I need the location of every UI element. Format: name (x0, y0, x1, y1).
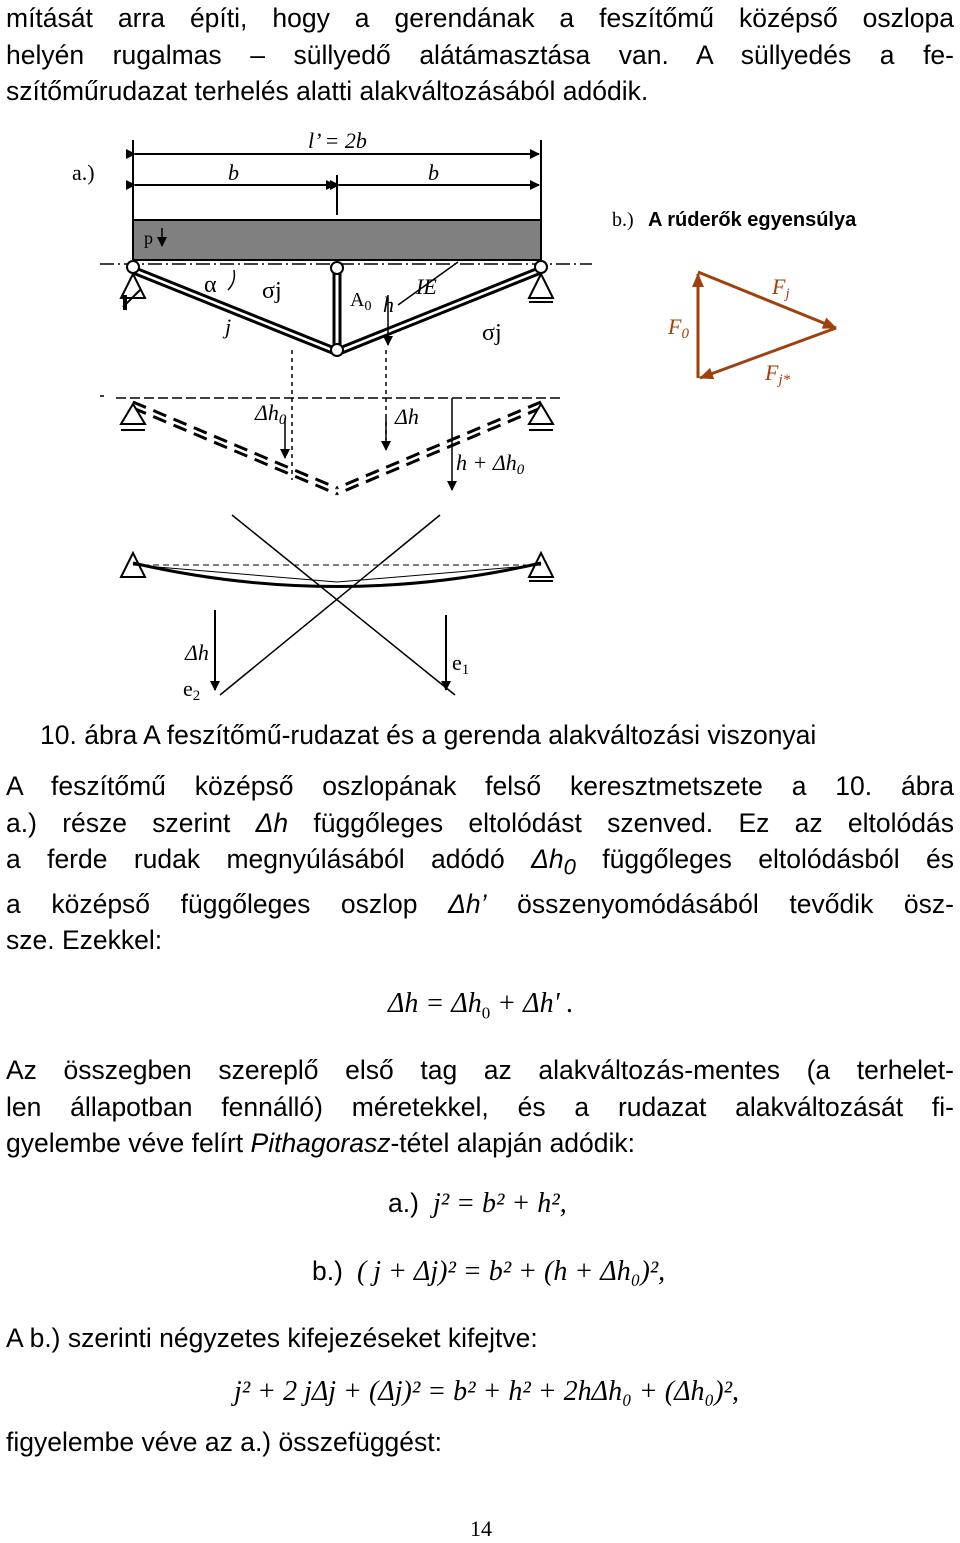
alpha-label: α (204, 272, 217, 298)
page-number: 14 (470, 1516, 492, 1541)
label-b: b.) (612, 209, 634, 231)
para1-line-3: a ferde rudak megnyúlásából adódó $\Delta h_0$ függőleges eltolódásból és (6, 844, 955, 880)
dh-bottom-label: Δh (185, 640, 209, 665)
para2-line-1: Az összegben szereplő első tag az alakváltozás-mentes (a terhelet- (6, 1055, 954, 1085)
span-total-label: l’ = 2b (308, 128, 367, 153)
intro-line-3: szítőműrudazat terhelés alatti alakváltozásából adódik. (6, 76, 649, 106)
figure-caption: 10. ábra A feszítőmű-rudazat és a gerenda alakváltozási viszonyai (40, 720, 817, 750)
para1-line-5: sze. Ezekkel: (6, 925, 163, 956)
deformed-truss (133, 402, 541, 494)
equation-1: $\Delta h = \Delta h_0 + \Delta h'$ . (388, 988, 574, 1023)
e1-label: e1 (452, 650, 470, 678)
paragraph-1 (6, 768, 954, 959)
paragraph-4 (6, 1424, 954, 1461)
intro-line-1: mítását arra építi, hogy a gerendának a feszítőmű középső oszlopa (6, 3, 954, 33)
F0-label: F0 (668, 314, 689, 342)
paragraph-3 (6, 1320, 954, 1357)
para2-line-2: len állapotban fennálló) méretekkel, és a rudazat alakváltozását fi- (6, 1091, 954, 1122)
label-a: a.) (72, 160, 95, 185)
paragraph-2 (6, 1052, 954, 1162)
crossing-lines (220, 515, 455, 695)
h-label: h (383, 292, 394, 317)
para4-line: figyelembe véve az a.) összefüggést: (6, 1427, 443, 1457)
para3-line: A b.) szerinti négyzetes kifejezéseket kifejtve: (6, 1323, 538, 1353)
h-plus-label: h + Δh0 (456, 450, 525, 478)
load-label: p (144, 228, 153, 248)
title-b: A rúderők egyensúlya (648, 209, 857, 231)
dh-label: Δh (395, 404, 419, 429)
A0-label: $A_0$ (350, 289, 372, 314)
sigma-right-label: σj (482, 320, 502, 346)
para1-line-2: a.) része szerint Δh függőleges eltolódást szenved. Ez az eltolódás (6, 807, 954, 838)
e2-label: e2 (183, 676, 201, 704)
truss (133, 267, 541, 355)
sigma-left-label: σj (262, 278, 282, 304)
figure-10 (0, 0, 960, 715)
equation-a: a.) j² = b² + h², (388, 1188, 567, 1219)
b-left-label: b (228, 160, 239, 185)
para1-line-1: A feszítőmű középső oszlopának felső keresztmetszete a 10. ábra (6, 771, 954, 801)
IE-label: IE (416, 274, 437, 299)
beam (133, 220, 541, 260)
bent-beam (133, 563, 541, 587)
j-label: j (225, 314, 232, 339)
Fjs-label: Fj* (765, 360, 791, 388)
para2-line-3: gyelembe véve felírt Pithagorasz-tétel alapján adódik: (6, 1128, 636, 1158)
equation-b: b.) ( j + Δj)² = b² + (h + Δh₀)², (312, 1256, 666, 1287)
b-right-label: b (428, 160, 439, 185)
intro-line-2: helyén rugalmas – süllyedő alátámasztása van. A süllyedés a fe- (6, 39, 954, 70)
equation-c: j² + 2 jΔj + (Δj)² = b² + h² + 2hΔh₀ + (Δh₀)², (234, 1376, 739, 1407)
para1-line-4: a középső függőleges oszlop Δh’ összenyomódásából tevődik ösz- (6, 888, 954, 919)
Fj-label: Fj (772, 274, 790, 302)
dh0-label: Δh0 (255, 400, 287, 428)
deformed-supports (121, 404, 553, 424)
